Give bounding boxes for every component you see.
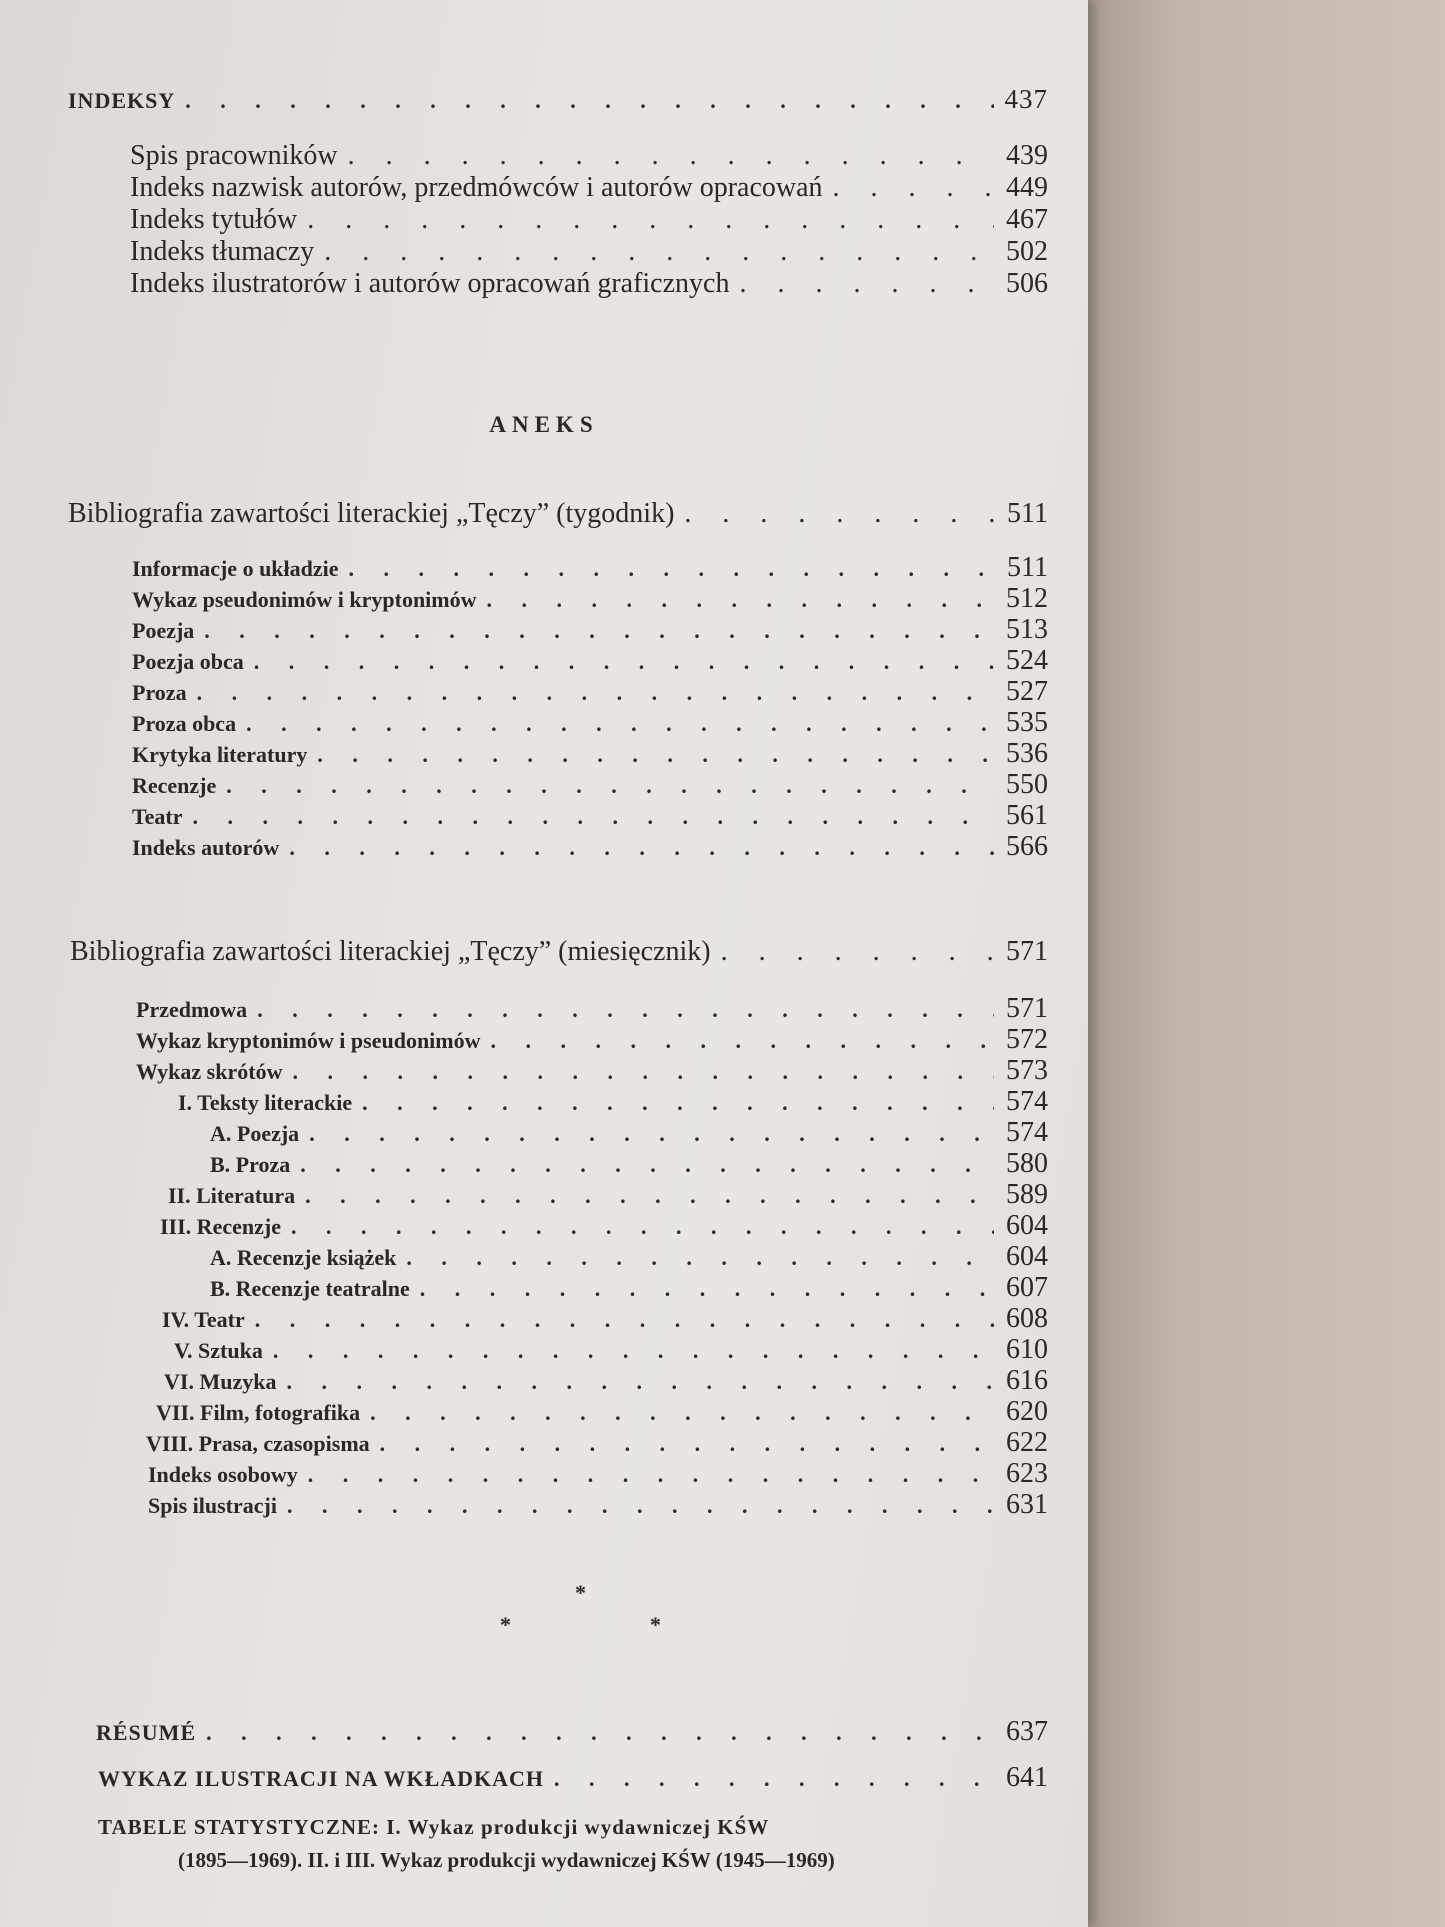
toc-page-number: 511 [1007,498,1048,529]
toc-entry [210,1148,1048,1180]
toc-title: Poezja obca [132,649,244,674]
toc-title: Poezja [132,618,195,643]
toc-title: Indeks nazwisk autorów, przedmówców i autorów opracowań [130,172,823,203]
toc-entry [130,204,1048,236]
toc-entry [130,268,1048,300]
dot-leader [289,835,994,861]
toc-title: A. Poezja [210,1121,300,1146]
toc-page-number: 610 [1006,1334,1048,1365]
asterism-mark: * [650,1612,661,1637]
dot-leader [255,1307,994,1333]
toc-entry [210,1117,1048,1149]
toc-page-number: 604 [1006,1210,1048,1241]
toc-page-number: 561 [1006,800,1048,831]
toc-title: I. Teksty literackie [178,1090,353,1115]
toc-title: Bibliografia zawartości literackiej „Tęczy” (tygodnik) [68,498,675,529]
toc-title: Wykaz skrótów [136,1059,283,1084]
toc-entry-wykaz [98,1762,1048,1794]
toc-entry [132,831,1048,863]
toc-title: Wykaz pseudonimów i kryptonimów [132,587,477,612]
toc-entry [210,1272,1048,1304]
toc-entry [136,993,1048,1025]
toc-title: WYKAZ ILUSTRACJI NA WKŁADKACH [98,1766,545,1791]
dot-leader [206,1720,994,1746]
toc-page-number: 439 [1006,140,1048,171]
toc-entry [168,1179,1048,1211]
toc-title: Proza [132,680,187,705]
dot-leader [286,1369,994,1395]
toc-title: B. Proza [210,1152,291,1177]
dot-leader [226,773,994,799]
dot-leader [406,1245,994,1271]
dot-leader [833,172,994,204]
toc-entry [130,172,1048,204]
toc-entry [132,676,1048,708]
toc-entry [148,1489,1048,1521]
toc-title: Proza obca [132,711,237,736]
dot-leader [305,1183,994,1209]
dot-leader [739,268,994,300]
toc-entry [130,140,1048,172]
toc-page-number: 604 [1006,1241,1048,1272]
dot-leader [309,1121,994,1147]
toc-page-number: 513 [1006,614,1048,645]
dot-leader [349,556,994,582]
toc-page-number: 607 [1006,1272,1048,1303]
toc-page-number: 571 [1006,936,1048,967]
toc-title: Indeks ilustratorów i autorów opracowań graficznych [130,268,730,299]
toc-page-number: 506 [1006,268,1048,299]
toc-page-number: 608 [1006,1303,1048,1334]
dot-leader [254,649,994,675]
dot-leader [257,997,994,1023]
toc-page-number: 467 [1006,204,1048,235]
dot-leader [317,742,994,768]
dot-leader [370,1400,994,1426]
dot-leader [348,140,994,172]
dot-leader [380,1431,994,1457]
toc-page-number: 631 [1006,1489,1048,1520]
toc-page-number: 449 [1006,172,1048,203]
asterism-mark: * [500,1612,511,1637]
toc-page-number: 502 [1006,236,1048,267]
toc-page-number: 524 [1006,645,1048,676]
toc-entry-tabele-line1: TABELE STATYSTYCZNE: I. Wykaz produkcji wydawniczej KŚW [98,1815,770,1839]
dot-leader [684,498,994,530]
toc-title: INDEKSY [68,88,176,113]
toc-title: V. Sztuka [174,1338,263,1363]
toc-page-number: 641 [1006,1762,1048,1793]
toc-page-number: 574 [1006,1086,1048,1117]
dot-leader [246,711,994,737]
toc-entry [178,1086,1048,1118]
toc-title: Wykaz kryptonimów i pseudonimów [136,1028,481,1053]
toc-title: RÉSUMÉ [96,1720,197,1745]
dot-leader [420,1276,994,1302]
toc-entry [148,1458,1048,1490]
dot-leader [292,1059,994,1085]
dot-leader [721,936,994,968]
toc-entry-resume [96,1716,1048,1748]
dot-leader [324,236,994,268]
toc-entry [132,769,1048,801]
toc-title: IV. Teatr [162,1307,245,1332]
toc-entry [132,800,1048,832]
dot-leader [193,804,994,830]
toc-entry-monthly [70,936,1048,968]
toc-page-number: 566 [1006,831,1048,862]
dot-leader [300,1152,994,1178]
toc-entry [146,1427,1048,1459]
toc-page-number: 572 [1006,1024,1048,1055]
toc-entry [132,738,1048,770]
toc-entry [132,614,1048,646]
toc-page-number: 622 [1006,1427,1048,1458]
toc-title: Przedmowa [136,997,248,1022]
toc-title: VII. Film, fotografika [156,1400,361,1425]
toc-title: Krytyka literatury [132,742,308,767]
toc-page-number: 623 [1006,1458,1048,1489]
dot-leader [197,680,994,706]
toc-page-number: 511 [1007,552,1048,583]
toc-title: Indeks autorów [132,835,280,860]
toc-entry [174,1334,1048,1366]
dot-leader [554,1766,994,1792]
toc-entry [136,1055,1048,1087]
toc-page-number: 550 [1006,769,1048,800]
toc-page-number: 512 [1006,583,1048,614]
toc-page-number: 620 [1006,1396,1048,1427]
toc-page-number: 589 [1006,1179,1048,1210]
toc-entry [160,1210,1048,1242]
toc-entry [162,1303,1048,1335]
toc-title: Recenzje [132,773,217,798]
dot-leader [204,618,994,644]
toc-entry [132,707,1048,739]
toc-page-number: 437 [1004,84,1048,114]
dot-leader [185,88,994,114]
toc-entry [156,1396,1048,1428]
toc-entry [164,1365,1048,1397]
toc-page-number: 580 [1006,1148,1048,1179]
toc-page-number: 637 [1006,1716,1048,1747]
toc-title: Indeks tytułów [130,204,298,235]
toc-page-number: 527 [1006,676,1048,707]
toc-page-number: 571 [1006,993,1048,1024]
dot-leader [362,1090,994,1116]
toc-title: Bibliografia zawartości literackiej „Tęczy” (miesięcznik) [70,936,711,967]
toc-title: II. Literatura [168,1183,296,1208]
toc-title: Spis pracowników [130,140,338,171]
toc-entry [136,1024,1048,1056]
toc-title: A. Recenzje książek [210,1245,397,1270]
dot-leader [273,1338,994,1364]
table-background [1088,0,1445,1927]
toc-page-number: 536 [1006,738,1048,769]
dot-leader [287,1493,994,1519]
toc-entry [132,552,1048,584]
toc-entry [210,1241,1048,1273]
dot-leader [491,1028,994,1054]
dot-leader [487,587,994,613]
toc-title: Indeks tłumaczy [130,236,315,267]
toc-title: Informacje o układzie [132,556,339,581]
dot-leader [291,1214,994,1240]
section-heading-aneks: ANEKS [489,412,599,437]
toc-entry [132,583,1048,615]
toc-entry [130,236,1048,268]
toc-title: Indeks osobowy [148,1462,298,1487]
toc-entry-tabele-line2: (1895—1969). II. i III. Wykaz produkcji wydawniczej KŚW (1945—1969) [178,1848,835,1872]
toc-title: III. Recenzje [160,1214,281,1239]
dot-leader [308,1462,994,1488]
asterism-mark: * [575,1580,586,1605]
toc-page-number: 573 [1006,1055,1048,1086]
toc-entry [132,645,1048,677]
toc-entry-indeksy [68,84,1048,115]
toc-page-number: 574 [1006,1117,1048,1148]
toc-title: Spis ilustracji [148,1493,277,1518]
toc-page-number: 535 [1006,707,1048,738]
toc-title: VIII. Prasa, czasopisma [146,1431,370,1456]
dot-leader [307,204,994,236]
toc-title: B. Recenzje teatralne [210,1276,410,1301]
toc-title: Teatr [132,804,183,829]
toc-title: VI. Muzyka [164,1369,277,1394]
toc-page-number: 616 [1006,1365,1048,1396]
toc-entry-weekly [68,498,1048,530]
